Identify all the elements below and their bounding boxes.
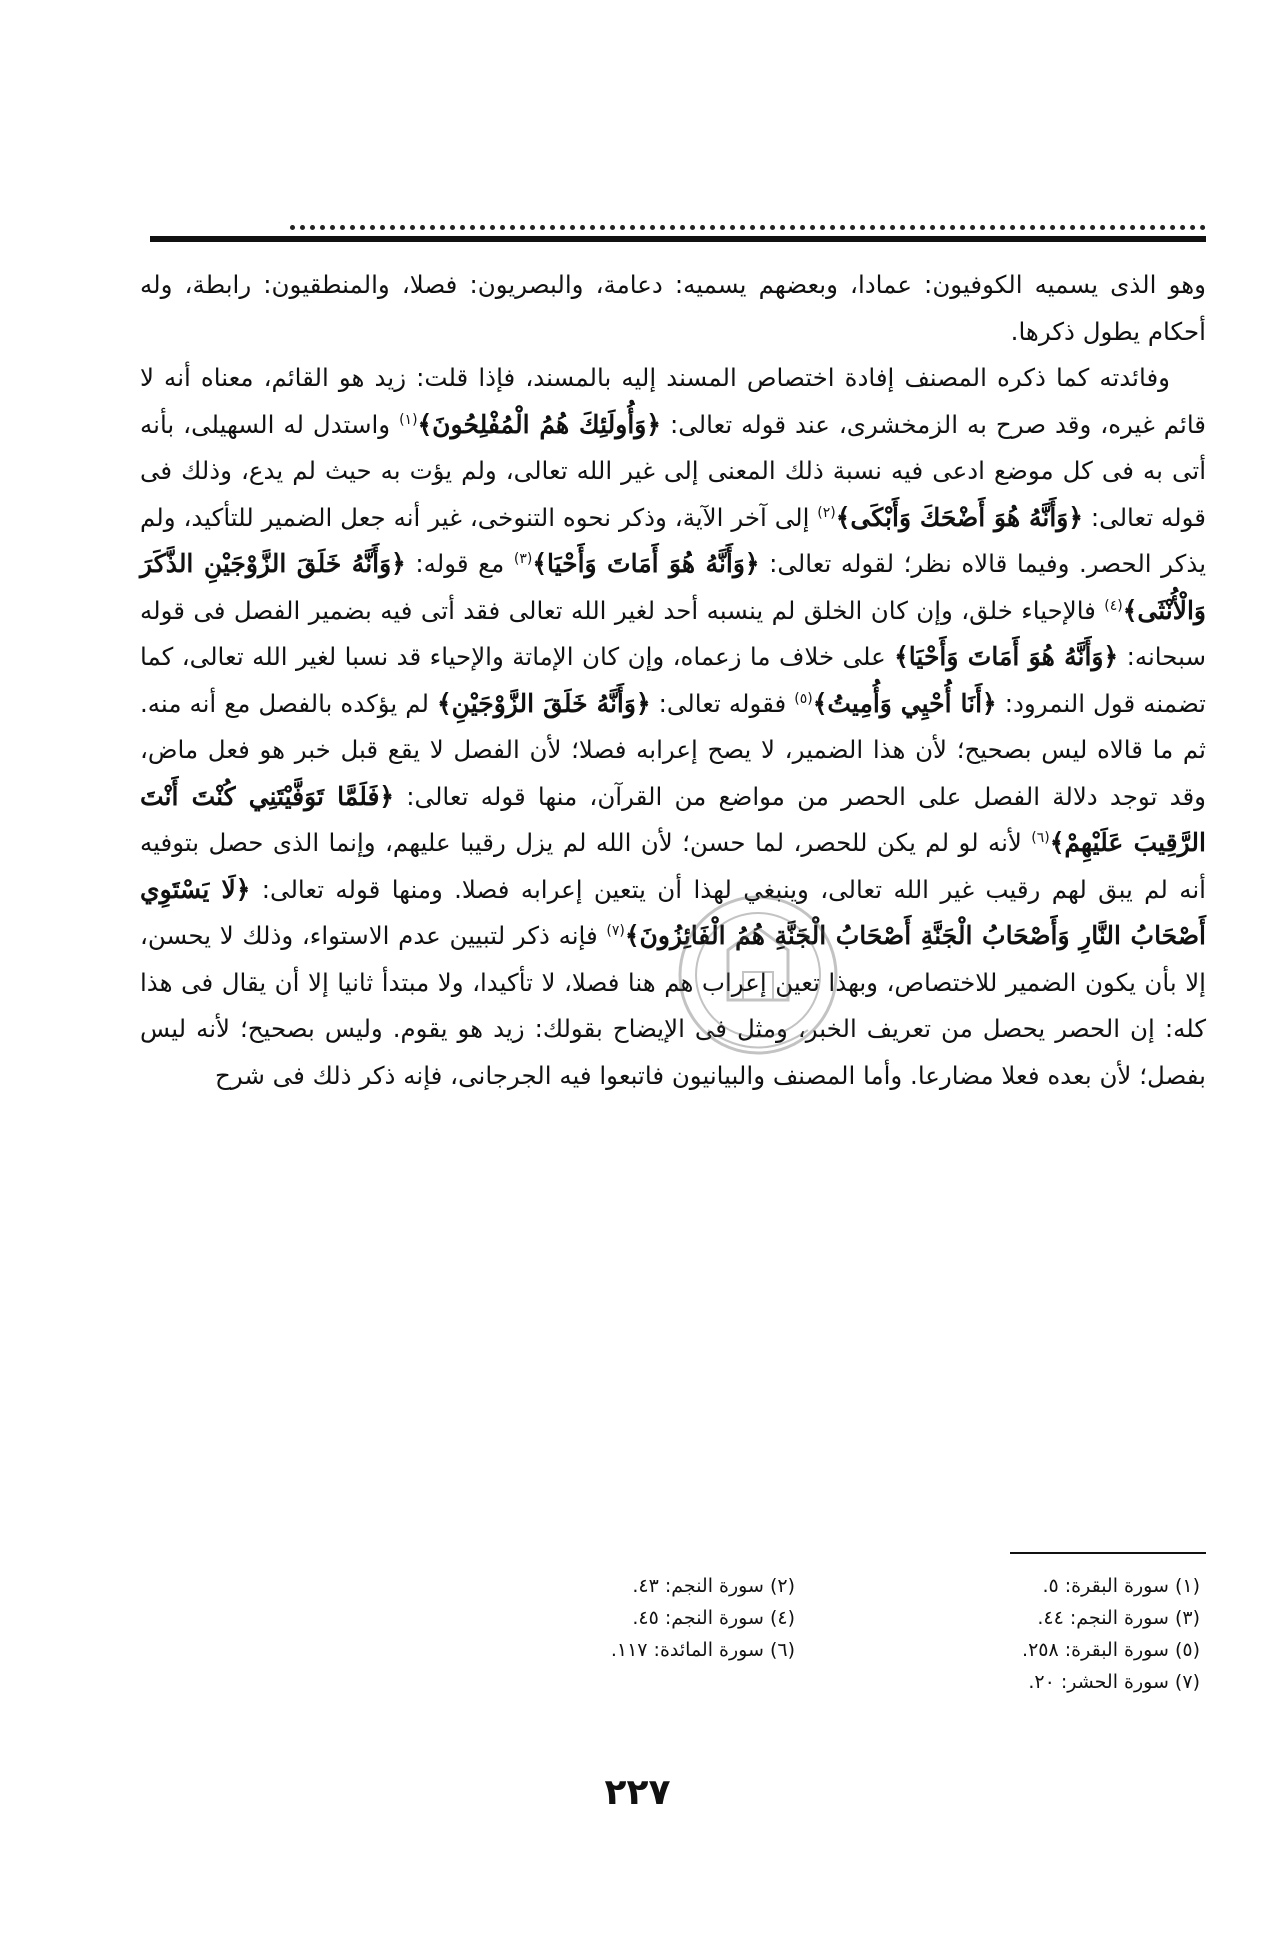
footnote-2: (٢) سورة النجم: ٤٣. xyxy=(632,1575,795,1597)
quran-verse: ﴿وَأَنَّهُ هُوَ أَمَاتَ وَأَحْيَا﴾ xyxy=(532,549,760,578)
text-run: لأنه لو لم يكن للحصر، لما حسن؛ لأن الله لم يزل رقيبا عليهم، وإنما الذى حصل بتوفيه أنه لم يبق لهم رقيب غير الله تعالى، وينبغي لهذا أن يتعين إعرابه فصلا. ومنها قوله تعالى: xyxy=(140,828,1206,904)
footnotes xyxy=(430,1572,1200,1696)
footnote-ref[interactable]: (٢) xyxy=(817,504,836,521)
quran-verse: ﴿وَأَنَّهُ هُوَ أَمَاتَ وَأَحْيَا﴾ xyxy=(894,642,1119,671)
text-run: إلى آخر الآية، وذكر نحوه التنوخى، غير أنه جعل الضمير للتأكيد، ولم يذكر الحصر. وفيما قالاه نظر؛ لقوله تعالى: xyxy=(140,502,1207,578)
footnote-ref[interactable]: (١) xyxy=(399,411,418,428)
text-run: وفائدته كما ذكره المصنف إفادة اختصاص المسند إليه بالمسند، فإذا قلت: زيد هو القائم، معناه أنه لا قائم غيره، وقد صرح به الزمخشرى، عند قوله تعالى: xyxy=(140,363,1206,439)
paragraph-2 xyxy=(140,355,1206,1099)
quran-verse: ﴿فَلَمَّا تَوَفَّيْتَنِي كُنْتَ أَنْتَ الرَّقِيبَ عَلَيْهِمْ﴾ xyxy=(140,781,1206,857)
footnote-ref[interactable]: (٦) xyxy=(1031,829,1050,846)
footnote-ref[interactable]: (٣) xyxy=(513,550,533,567)
quran-verse: ﴿وَأُولَئِكَ هُمُ الْمُفْلِحُونَ﴾ xyxy=(417,409,662,439)
header-solid-rule xyxy=(150,236,1206,242)
header-dotted-rule xyxy=(290,225,1206,230)
text-run: فقوله تعالى: xyxy=(650,688,795,718)
footnote-separator xyxy=(1010,1552,1206,1554)
footnote-4: (٤) سورة النجم: ٤٥. xyxy=(632,1607,795,1629)
footnote-ref[interactable]: (٥) xyxy=(794,690,813,707)
text-run: مع قوله: xyxy=(405,549,514,578)
text-run: فإنه ذكر لتبيين عدم الاستواء، وذلك لا يحسن، إلا بأن يكون الضمير للاختصاص، وبهذا تعين إعراب هم هنا فصلا، لا تأكيدا، ولا مبتدأ ثانيا إلا أن يقال فى هذا كله: إن الحصر يحصل من تعريف الخبر، ومثل فى الإيضاح بقولك: زيد هو يقوم. وليس بصحيح؛ لأنه ليس بفصل؛ لأن بعده فعلا مضارعا. وأما المصنف والبيانيون فاتبعوا فيه الجرجانى، فإنه ذكر ذلك فى شرح xyxy=(140,921,1206,1090)
text-run: لم يؤكده بالفصل مع أنه منه. ثم ما قالاه ليس بصحيح؛ لأن هذا الضمير، لا يصح إعرابه فصلا؛ لأن الفصل لا يقع قبل خبر هو فعل ماض، وقد توجد دلالة الفصل على الحصر من مواضع من القرآن، منها قوله تعالى: xyxy=(140,688,1207,811)
footnote-5: (٥) سورة البقرة: ٢٥٨. xyxy=(1022,1639,1200,1661)
quran-verse: ﴿وَأَنَّهُ خَلَقَ الزَّوْجَيْنِ الذَّكَرَ وَالْأُنْثَى﴾ xyxy=(140,549,1206,625)
quran-verse: ﴿لَا يَسْتَوِي أَصْحَابُ النَّارِ وَأَصْحَابُ الْجَنَّةِ أَصْحَابُ الْجَنَّةِ هُمُ الْفَائِزُونَ﴾ xyxy=(140,874,1206,950)
footnote-ref[interactable]: (٤) xyxy=(1104,597,1123,614)
main-text xyxy=(140,262,1206,1099)
footnote-ref[interactable]: (٧) xyxy=(606,922,625,939)
paragraph-1: وهو الذى يسميه الكوفيون: عمادا، وبعضهم يسميه: دعامة، والبصريون: فصلا، والمنطقيون: رابطة، وله أحكام يطول ذكرها. xyxy=(140,270,1206,346)
text-run: فالإحياء خلق، وإن كان الخلق لم ينسبه أحد لغير الله تعالى فقد أتى فيه بضمير الفصل فى قوله سبحانه: xyxy=(140,595,1206,671)
footnote-3: (٣) سورة النجم: ٤٤. xyxy=(1037,1607,1200,1629)
quran-verse: ﴿أَنَا أُحْيِي وَأُمِيتُ﴾ xyxy=(812,688,997,718)
footnote-6: (٦) سورة المائدة: ١١٧. xyxy=(610,1639,795,1661)
footnote-7: (٧) سورة الحشر: ٢٠. xyxy=(1028,1671,1200,1693)
page-number: ٢٢٧ xyxy=(604,1772,671,1813)
footnote-1: (١) سورة البقرة: ٥. xyxy=(1042,1575,1200,1597)
quran-verse: ﴿وَأَنَّهُ هُوَ أَضْحَكَ وَأَبْكَى﴾ xyxy=(835,502,1083,532)
quran-verse: ﴿وَأَنَّهُ خَلَقَ الزَّوْجَيْنِ﴾ xyxy=(437,688,651,718)
text-run: على خلاف ما زعماه، وإن كان الإماتة والإحياء قد نسبا لغير الله تعالى، كما تضمنه قول النمرود: xyxy=(140,642,1207,718)
text-run: واستدل له السهيلى، بأنه أتى به فى كل موضع ادعى فيه نسبة ذلك المعنى إلى غير الله تعالى، ولم يؤت به حيث لم يدع، وذلك فى قوله تعالى: xyxy=(140,409,1207,532)
